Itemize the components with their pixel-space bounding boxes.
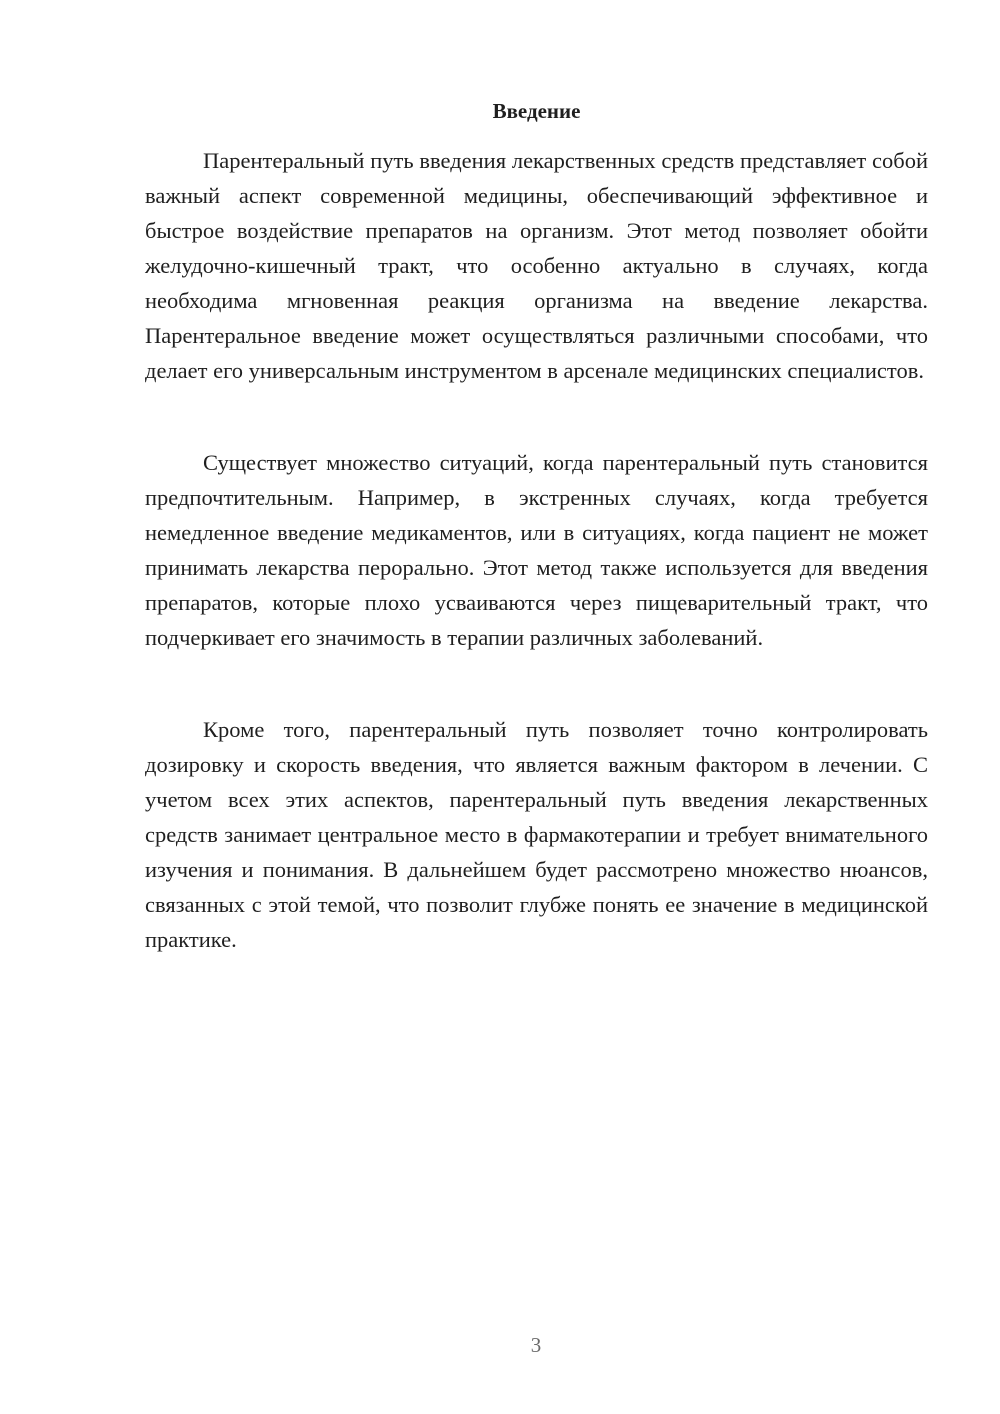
paragraph-3: Кроме того, парентеральный путь позволяет точно контролировать дозировку и скорость введения, что является важным фактором в лечении. С учетом всех этих аспектов, парентеральный путь введения лекарственных средств занимает центральное место в фармакотерапии и требует внимательного изучения и понимания. В дальнейшем будет рассмотрено множество нюансов, связанных с этой темой, что позволит глубже понять ее значение в медицинской практике.	[145, 717, 928, 952]
paragraph-1: Парентеральный путь введения лекарственных средств представляет собой важный аспект современной медицины, обеспечивающий эффективное и быстрое воздействие препаратов на организм. Этот метод позволяет обойти желудочно-кишечный тракт, что особенно актуально в случаях, когда необходима мгновенная реакция организма на введение лекарства. Парентеральное введение может осуществляться различными способами, что делает его универсальным инструментом в арсенале медицинских специалистов.	[145, 148, 928, 383]
paragraph-2: Существует множество ситуаций, когда парентеральный путь становится предпочтительным. Например, в экстренных случаях, когда требуется немедленное введение медикаментов, или в ситуациях, когда пациент не может принимать лекарства перорально. Этот метод также используется для введения препаратов, которые плохо усваиваются через пищеварительный тракт, что подчеркивает его значимость в терапии различных заболеваний.	[145, 450, 928, 650]
page-number: 3	[530, 1333, 542, 1357]
section-title: Введение	[492, 99, 581, 123]
